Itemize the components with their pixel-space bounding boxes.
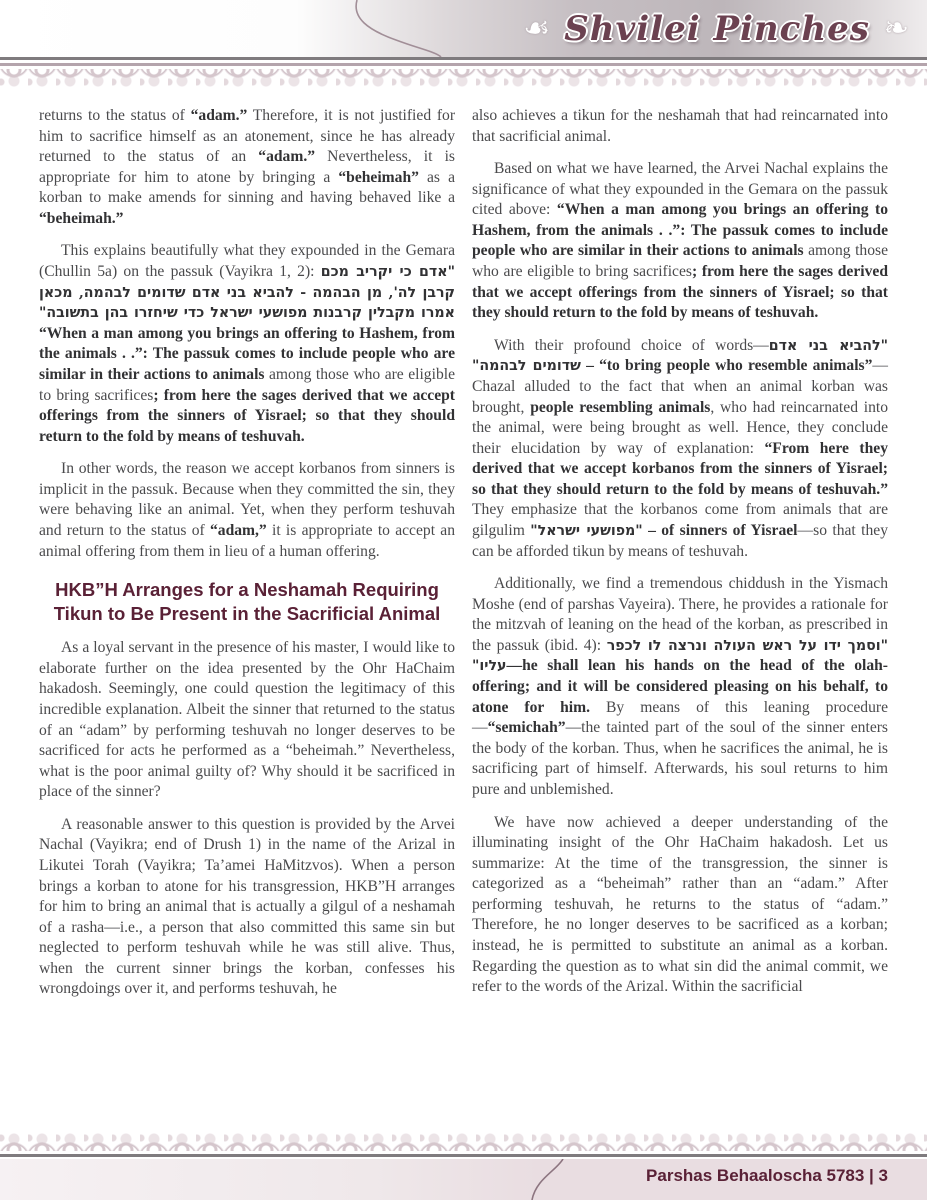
- article-body: [0, 98, 927, 1122]
- column-left: [39, 106, 455, 1122]
- text-run: Nevertheless, it is appropriate for him to atone by bringing a: [39, 148, 455, 186]
- publication-title: Shvilei Pinches: [564, 9, 870, 49]
- text-run: people resembling animals: [530, 398, 711, 416]
- text-run: “adam.”: [190, 107, 248, 124]
- page-header: [0, 0, 927, 57]
- text-run: By means of this leaning procedure—: [472, 698, 888, 737]
- hebrew-text-run: "להביא בני אדם שדומים לבהמה": [472, 337, 888, 375]
- text-run: —: [506, 657, 523, 675]
- text-run: “When a man among you brings an offering to Hashem, from the animals . .”: The passuk comes to include people who are similar in their actions to animals: [39, 324, 455, 383]
- text-run: In other words, the reason we accept korbanos from sinners is implicit in the passuk. Because when they committed the sin, they were behaving like an animal. Yet, when they perform teshuvah and return to the status of: [39, 460, 455, 539]
- text-run: , who had reincarnated into the animal, were being brought as well. Hence, they conclude their elucidation by way of explanation:: [472, 398, 889, 457]
- text-run: As a loyal servant in the presence of his master, I would like to elaborate further on the idea presented by the Ohr HaChaim hakadosh. Seemingly, one could question the legitimacy of this incredible explanation. Albeit the sinner that returned to the status of an “adam” by performing teshuvah no longer deserves to be sacrificed for acts he performed as a “beheimah.” Nevertheless, what is the poor animal guilty of? Why should it be sacrificed in place of the sinner?: [39, 639, 455, 801]
- text-run: “From here they derived that we accept korbanos from the sinners of Yisrael; so that they should return to the fold by means of teshuvah.”: [472, 439, 888, 498]
- paragraph: [472, 159, 888, 324]
- paragraph: [472, 106, 888, 147]
- text-run: “to bring people who resemble animals”: [599, 357, 873, 375]
- text-run: Based on what we have learned, the Arvei Nachal explains the significance of what they expounded in the Gemara on the passuk cited above:: [472, 160, 888, 219]
- hebrew-text-run: "מפושעי ישראל": [530, 522, 643, 539]
- text-run: returns to the status of: [39, 107, 191, 124]
- text-run: among those who are eligible to bring sacrifices: [472, 242, 889, 281]
- text-run: —Chazal alluded to the fact that when an animal korban was brought,: [472, 357, 889, 416]
- text-run: ; from here the sages derived that we accept offerings from the sinners of Yisrael; so that they should return to the fold by means of teshuvah.: [39, 386, 455, 445]
- text-run: “semichah”: [487, 719, 566, 737]
- text-run: – of sinners of Yisrael: [642, 521, 798, 539]
- text-run: –: [580, 357, 600, 375]
- text-run: This explains beautifully what they expounded in the Gemara (Chullin 5a) on the passuk (Vayikra 1, 2):: [39, 242, 455, 281]
- paragraph: [39, 459, 455, 562]
- text-run: it is appropriate to accept an animal offering from them in lieu of a human offering.: [39, 521, 455, 560]
- lace-border-bottom: [0, 1122, 927, 1151]
- flourish-left-icon: ☙: [523, 12, 551, 45]
- paragraph: [472, 574, 888, 800]
- text-run: —the tainted part of the soul of the sinner enters the body of the korban. Thus, when he sacrifices the animal, he is sacrificing part of himself. Afterwards, his soul returns to him pure and unblemished.: [472, 719, 888, 798]
- paragraph: [39, 638, 455, 803]
- flourish-right-icon: ❧: [883, 12, 909, 45]
- text-run: ; from here the sages derived that we accept offerings from the sinners of Yisrael; so that they should return to the fold by means of teshuvah.: [472, 263, 888, 322]
- footer-page-label: Parshas Behaaloscha 5783 | 3: [646, 1166, 888, 1185]
- section-heading: HKB”H Arranges for a Neshamah Requiring Tikun to Be Present in the Sacrificial Animal: [53, 579, 441, 625]
- hebrew-text-run: "אדם כי יקריב מכם קרבן לה', מן הבהמה - להביא בני אדם שדומים לבהמה, מכאן אמרו מקבלין קרבנות מפושעי ישראל כדי שיחזרו בהן בתשובה": [39, 264, 455, 322]
- publication-logo: [523, 4, 909, 54]
- text-run: he shall lean his hands on the head of the olah-offering; and it will be considered pleasing on his behalf, to atone for him.: [472, 657, 888, 716]
- paragraph: [39, 815, 455, 1000]
- text-run: also achieves a tikun for the neshamah that had reincarnated into that sacrificial animal.: [472, 107, 888, 145]
- text-run: “When a man among you brings an offering to Hashem, from the animals . .”: The passuk comes to include people who are similar in their actions to animals: [472, 201, 889, 260]
- paragraph: [472, 336, 888, 562]
- text-run: With their profound choice of words—: [494, 336, 769, 354]
- text-run: A reasonable answer to this question is provided by the Arvei Nachal (Vayikra; end of Drush 1) in the name of the Arizal in Likutei Torah (Vayikra; Ta’amei HaMitzvos). When a person brings a korban to atone for his transgression, HKB”H arranges for him to bring an animal that is actually a gilgul of a neshamah of a rasha—i.e., a person that also committed this same sin but neglected to perform teshuvah while he was still alive. Thus, when the current sinner brings the korban, confesses his wrongdoings over it, and performs teshuvah, he: [39, 815, 455, 998]
- text-run: “beheimah.”: [39, 209, 124, 227]
- lace-border-top: [0, 69, 927, 98]
- hebrew-text-run: "וסמך ידו על ראש העולה ונרצה לו לכפר עליו": [472, 637, 889, 675]
- text-run: They emphasize that the korbanos come from animals that are gilgulim: [472, 501, 888, 539]
- text-run: —so that they can be afforded tikun by means of teshuvah.: [472, 521, 888, 560]
- column-right: [472, 106, 888, 1122]
- text-run: “beheimah”: [338, 168, 419, 186]
- page-footer: [0, 1157, 927, 1200]
- text-run: “adam.”: [258, 148, 316, 166]
- text-run: We have now achieved a deeper understanding of the illuminating insight of the Ohr HaChaim hakadosh. Let us summarize: At the time of the transgression, the sinner is categorized as a “beheimah” rather than an “adam.” After performing teshuvah, he returns to the status of “adam.” Therefore, he no longer deserves to be sacrificed as a korban; instead, he is permitted to substitute an animal as a korban. Regarding the question as to what sin did the animal commit, we refer to the words of the Arizal. Within the sacrificial: [472, 813, 888, 996]
- paragraph: [472, 813, 888, 998]
- paragraph: [39, 106, 455, 229]
- text-run: Additionally, we find a tremendous chiddush in the Yismach Moshe (end of parshas Vayeira). There, he provides a rationale for the mitzvah of leaning on the head of the korban, as prescribed in the passuk (ibid. 4):: [472, 575, 888, 654]
- text-run: “adam,”: [209, 521, 267, 539]
- text-run: among those who are eligible to bring sacrifices: [39, 365, 455, 404]
- text-run: Therefore, it is not justified for him to sacrifice himself as an atonement, since he has already returned to the status of an: [39, 107, 456, 166]
- text-run: as a korban to make amends for sinning and having behaved like a: [39, 168, 455, 207]
- paragraph: [39, 241, 455, 447]
